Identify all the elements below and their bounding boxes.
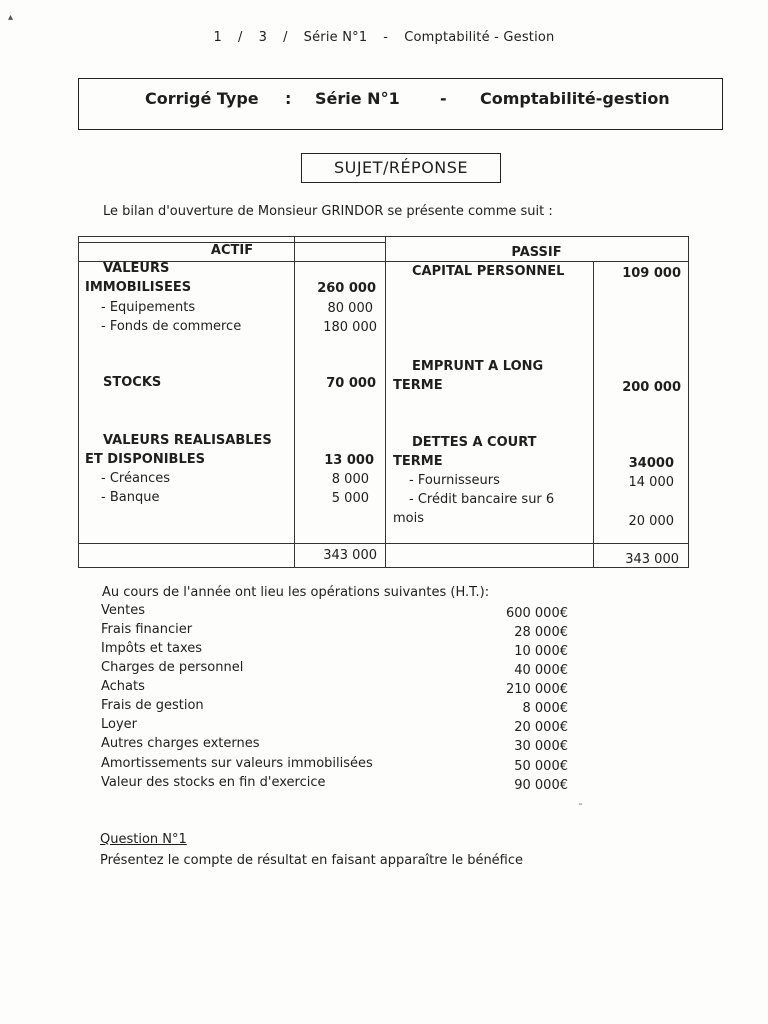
vrd-label-2: ET DISPONIBLES [85, 452, 205, 467]
banque-label: - Banque [101, 490, 160, 505]
header-separator: / [237, 30, 243, 45]
subject-box: SUJET/RÉPONSE [301, 153, 501, 183]
dettes-label: DETTES A COURT [412, 435, 537, 450]
page-header [0, 30, 768, 45]
fournisseurs-label: - Fournisseurs [409, 473, 500, 488]
fonds-label: - Fonds de commerce [101, 319, 242, 334]
intro-text: Le bilan d'ouverture de Monsieur GRINDOR se présente comme suit : [103, 204, 553, 219]
title-subject: Comptabilité-gestion [480, 89, 670, 108]
equip-label: - Equipements [101, 300, 196, 315]
immob-label-2: IMMOBILISEES [85, 280, 192, 295]
dettes-total: 34000 [628, 456, 674, 471]
credit-label-2: mois [393, 511, 425, 526]
banque-value: 5 000 [331, 491, 369, 506]
immob-label: VALEURS [103, 261, 170, 276]
operations-title: Au cours de l'année ont lieu les opérations suivantes (H.T.): [102, 585, 490, 600]
operation-value: 28 000€ [514, 625, 568, 640]
operation-value: 600 000€ [505, 606, 568, 621]
creances-label: - Créances [101, 471, 171, 486]
page-total: 3 [258, 30, 268, 45]
operation-value: 40 000€ [514, 663, 568, 678]
title-serie: Série N°1 [315, 89, 400, 108]
actif-total: 343 000 [323, 548, 377, 563]
operation-label: Impôts et taxes [101, 641, 203, 656]
capital-label: CAPITAL PERSONNEL [412, 264, 565, 279]
header-dash: - [383, 30, 389, 45]
operation-value: 10 000€ [514, 644, 568, 659]
operation-label: Achats [101, 679, 145, 694]
operation-label: Valeur des stocks en fin d'exercice [101, 775, 326, 790]
credit-label: - Crédit bancaire sur 6 [409, 492, 555, 507]
title-corrige: Corrigé Type [145, 89, 259, 108]
operation-value: 90 000€ [514, 778, 568, 793]
operation-value: 20 000€ [514, 720, 568, 735]
question-title: Question N°1 [100, 832, 187, 847]
vrd-label: VALEURS REALISABLES [103, 433, 272, 448]
operation-label: Autres charges externes [101, 736, 260, 751]
emprunt-value: 200 000 [622, 380, 681, 395]
operation-label: Ventes [101, 603, 145, 618]
operation-label: Frais financier [101, 622, 193, 637]
emprunt-label-2: TERME [393, 378, 443, 393]
column-divider [385, 237, 386, 567]
header-serie: Série N°1 [303, 30, 368, 45]
immob-total: 260 000 [317, 281, 376, 296]
credit-value: 20 000 [628, 514, 674, 529]
operation-value: 210 000€ [505, 682, 568, 697]
title-dash: - [440, 89, 447, 108]
header-separator: / [283, 30, 288, 45]
operation-label: Charges de personnel [101, 660, 244, 675]
actif-header: ACTIF [210, 243, 254, 258]
fournisseurs-value: 14 000 [628, 475, 674, 490]
fonds-value: 180 000 [323, 320, 377, 335]
operation-value: 50 000€ [514, 759, 568, 774]
dettes-label-2: TERME [393, 454, 443, 469]
page-number: 1 [213, 30, 222, 45]
balance-sheet-table [78, 236, 689, 568]
vrd-total: 13 000 [324, 453, 374, 468]
scan-speck: ▴ [8, 12, 14, 23]
stocks-label: STOCKS [103, 375, 162, 390]
operation-label: Frais de gestion [101, 698, 204, 713]
capital-value: 109 000 [622, 266, 681, 281]
equip-value: 80 000 [327, 301, 373, 316]
header-subject: Comptabilité - Gestion [404, 30, 555, 45]
emprunt-label: EMPRUNT A LONG [412, 359, 544, 374]
scan-speck: ˜ [578, 803, 583, 814]
passif-header: PASSIF [511, 245, 562, 260]
passif-total: 343 000 [625, 552, 679, 567]
title-box [78, 78, 723, 130]
title-colon: : [285, 89, 292, 108]
question-text: Présentez le compte de résultat en faisant apparaître le bénéfice [100, 853, 524, 868]
operation-value: 8 000€ [522, 701, 568, 716]
operation-value: 30 000€ [514, 739, 568, 754]
stocks-value: 70 000 [326, 376, 376, 391]
creances-value: 8 000 [331, 472, 369, 487]
operation-label: Loyer [101, 717, 138, 732]
operation-label: Amortissements sur valeurs immobilisées [101, 756, 373, 771]
row-divider [79, 543, 688, 544]
